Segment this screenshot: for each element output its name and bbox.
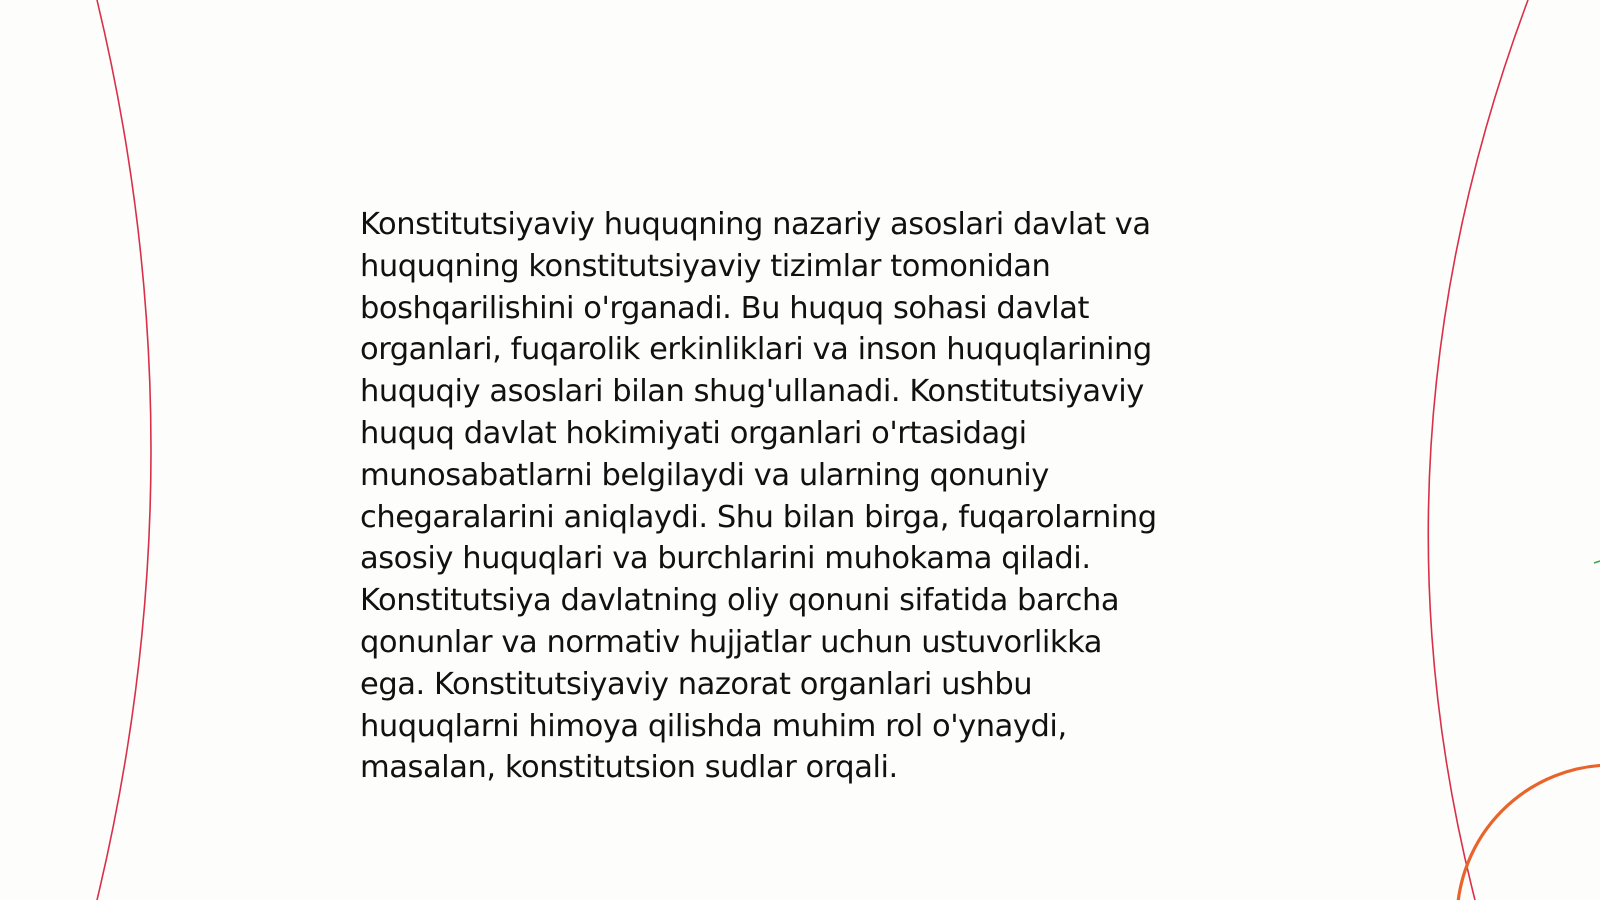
- left-decorative-arc: [97, 0, 151, 900]
- orange-decorative-circle: [1457, 765, 1600, 900]
- paragraph-line: ega. Konstitutsiyaviy nazorat organlari ushbu: [360, 666, 1033, 702]
- paragraph-line: munosabatlarni belgilaydi va ularning qonuniy: [360, 457, 1049, 493]
- paragraph-line: huquqlarni himoya qilishda muhim rol o'ynaydi,: [360, 708, 1067, 744]
- slide-paragraph: [360, 204, 1260, 789]
- paragraph-line: organlari, fuqarolik erkinliklari va inson huquqlarining: [360, 332, 1152, 368]
- paragraph-line: huquqiy asoslari bilan shug'ullanadi. Konstitutsiyaviy: [360, 374, 1144, 410]
- paragraph-line: huquqning konstitutsiyaviy tizimlar tomonidan: [360, 248, 1051, 284]
- paragraph-line: boshqarilishini o'rganadi. Bu huquq sohasi davlat: [360, 290, 1089, 326]
- paragraph-line: chegaralarini aniqlaydi. Shu bilan birga, fuqarolarning: [360, 499, 1157, 535]
- paragraph-line: Konstitutsiya davlatning oliy qonuni sifatida barcha: [360, 583, 1120, 619]
- paragraph-line: huquq davlat hokimiyati organlari o'rtasidagi: [360, 415, 1027, 451]
- right-decorative-arc: [1428, 0, 1528, 900]
- paragraph-line: qonunlar va normativ hujjatlar uchun ustuvorlikka: [360, 624, 1102, 660]
- green-accent-mark: [1594, 561, 1600, 563]
- paragraph-line: masalan, konstitutsion sudlar orqali.: [360, 750, 898, 786]
- paragraph-line: Konstitutsiyaviy huquqning nazariy asoslari davlat va: [360, 207, 1151, 242]
- paragraph-line: asosiy huquqlari va burchlarini muhokama qiladi.: [360, 541, 1091, 577]
